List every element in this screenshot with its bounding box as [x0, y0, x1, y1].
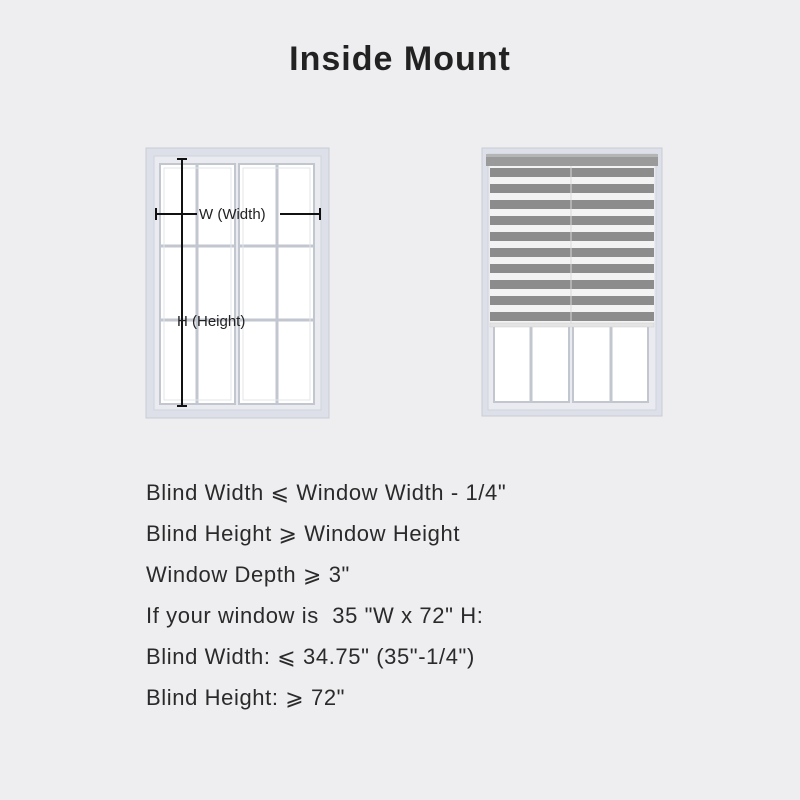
instruction-line: Blind Width ⩽ Window Width - 1/4" — [146, 480, 507, 505]
blind-dark-stripe — [490, 280, 654, 289]
blind-bottom-rail — [490, 323, 654, 327]
blind-dark-stripe — [490, 184, 654, 193]
zebra-blind — [490, 164, 654, 326]
measurement-instructions — [146, 478, 506, 724]
blind-dark-stripe — [490, 216, 654, 225]
blind-dark-stripe — [490, 168, 654, 177]
instruction-line: Window Depth ⩾ 3" — [146, 562, 350, 587]
window-with-blind — [476, 140, 672, 430]
blind-dark-stripe — [490, 312, 654, 321]
blind-dark-stripe — [490, 264, 654, 273]
blind-dark-stripe — [490, 296, 654, 305]
instruction-line: If your window is 35 "W x 72" H: — [146, 603, 484, 628]
blind-dark-stripe — [490, 232, 654, 241]
instruction-line: Blind Height ⩾ Window Height — [146, 521, 461, 546]
blind-dark-stripe — [490, 248, 654, 257]
instruction-line: Blind Width: ⩽ 34.75" (35"-1/4") — [146, 644, 475, 669]
instruction-line: Blind Height: ⩾ 72" — [146, 685, 346, 710]
blind-dark-stripe — [490, 200, 654, 209]
window-measurement-diagram — [140, 140, 340, 430]
height-label: H (Height) — [177, 313, 246, 330]
page-title: Inside Mount — [289, 40, 511, 78]
width-label: W (Width) — [199, 206, 266, 223]
